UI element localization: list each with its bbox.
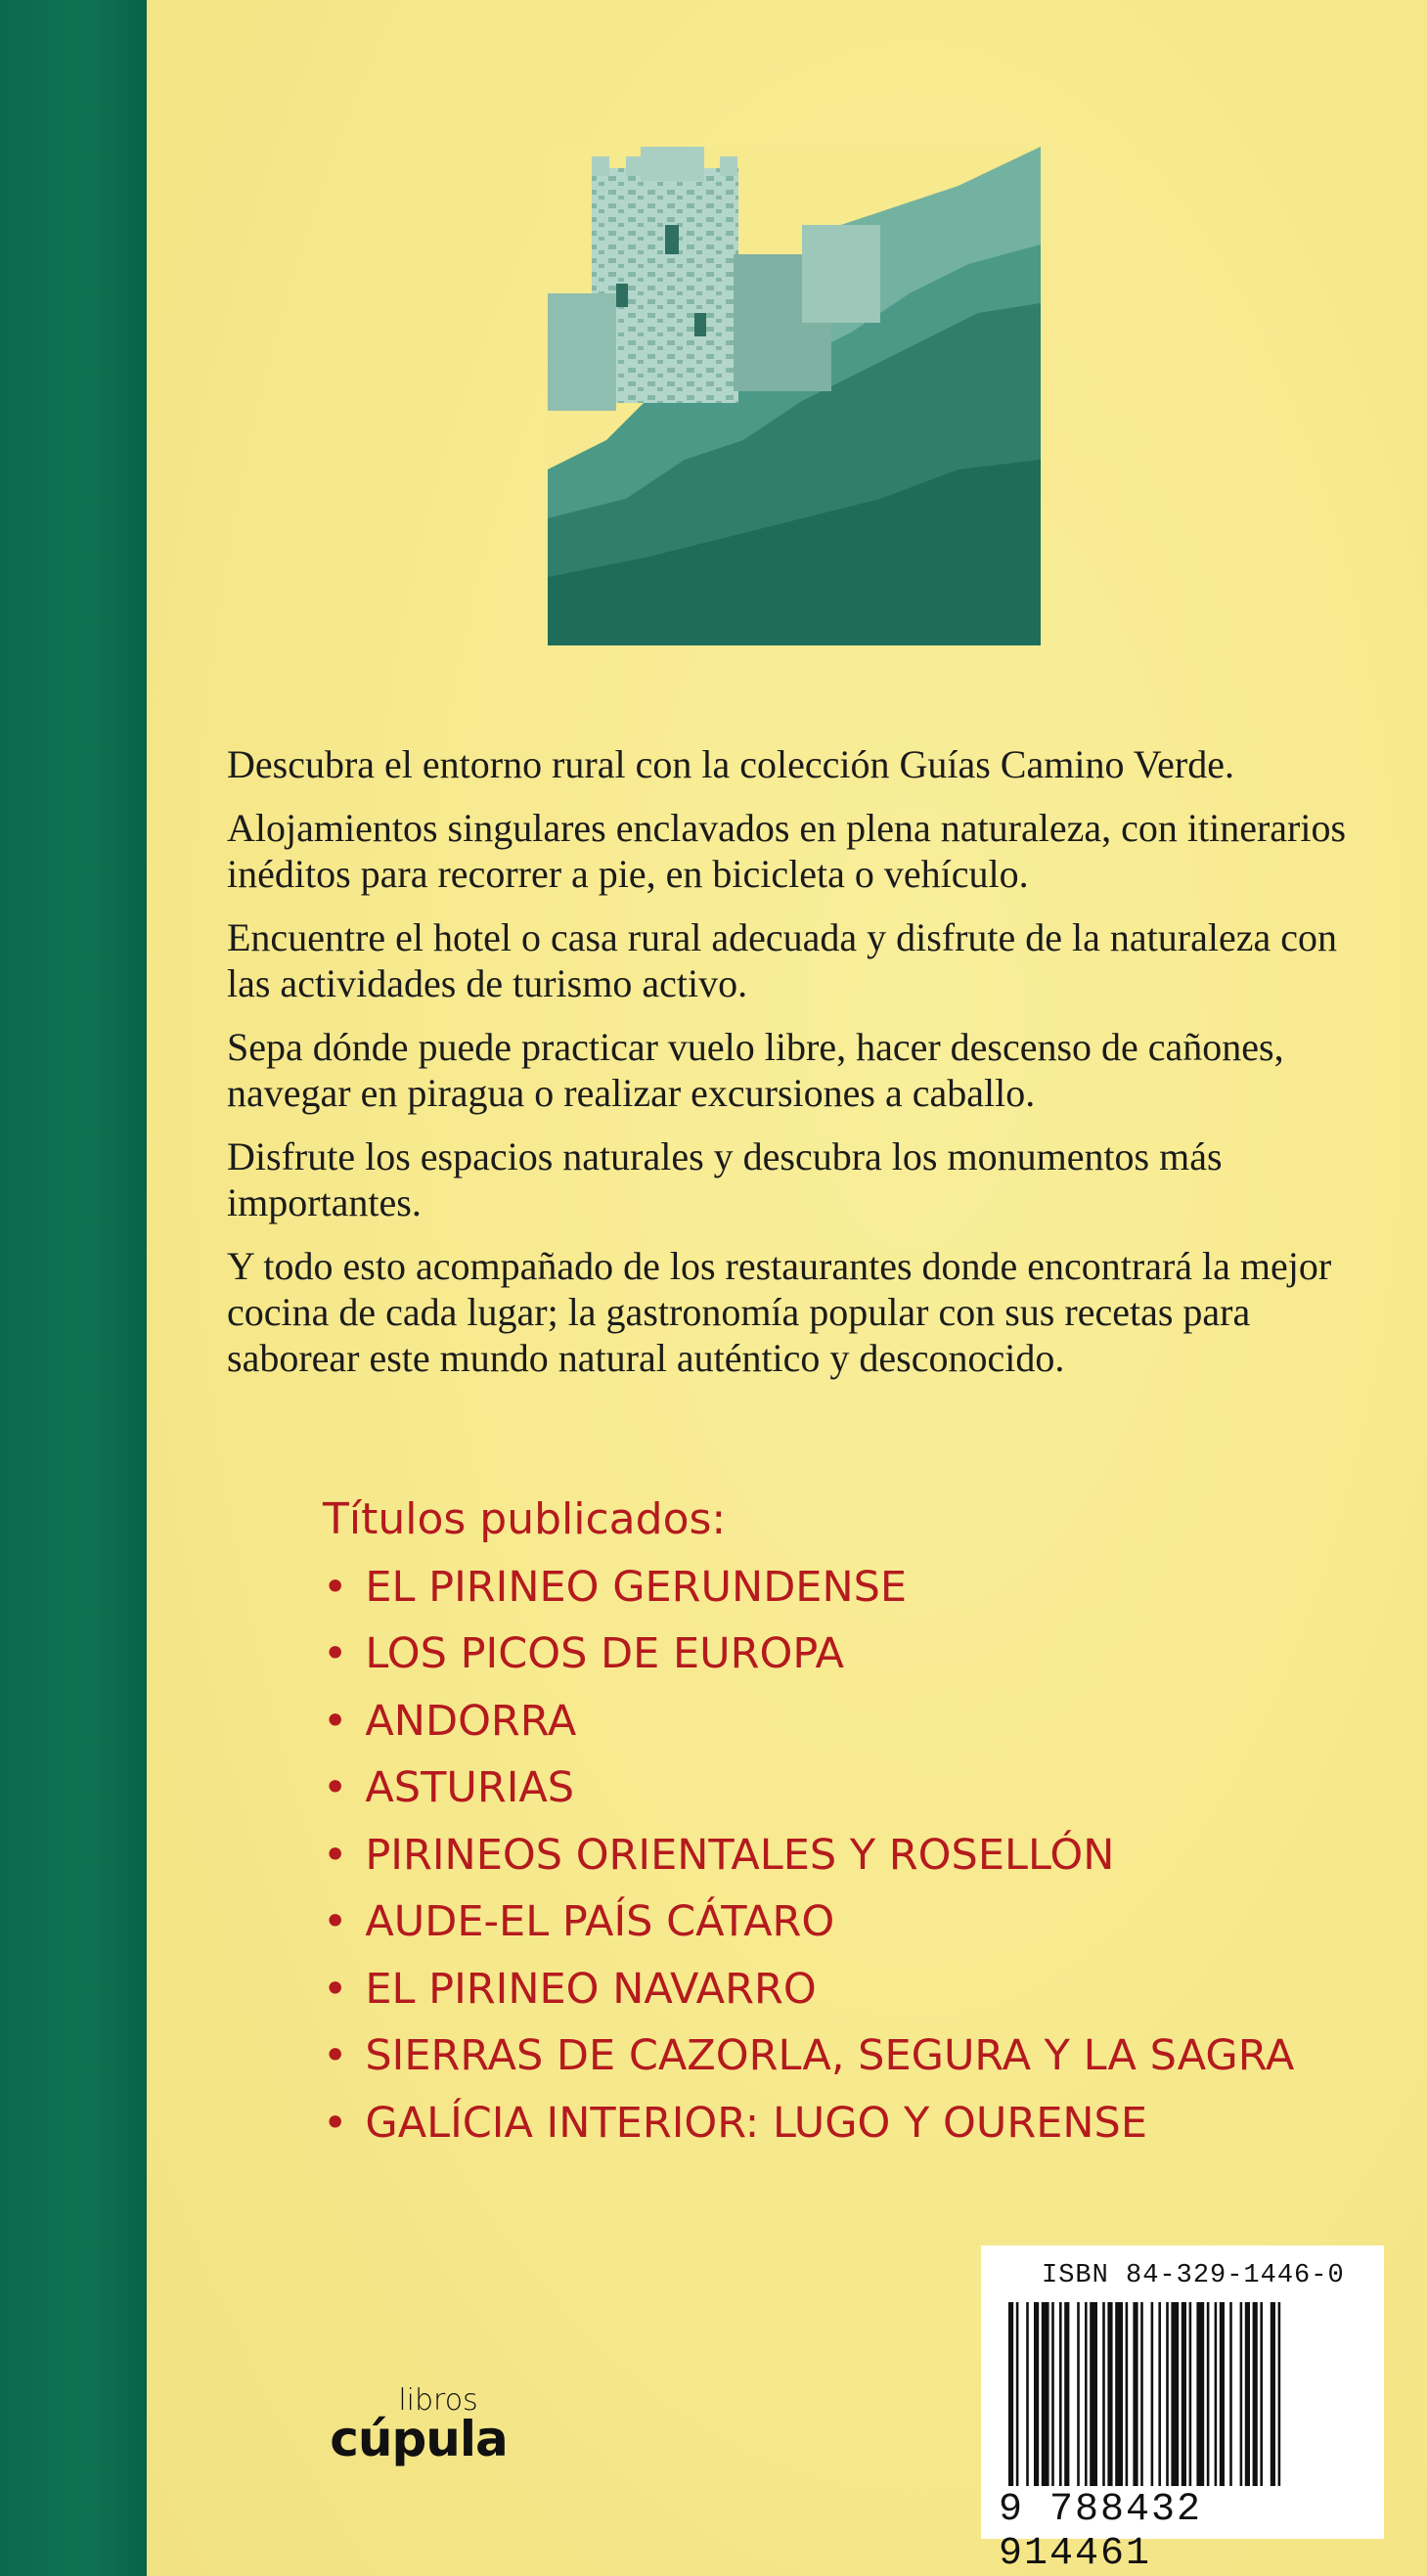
bullet-icon: • [323,1964,348,2014]
title-item [323,2090,1399,2157]
title-item [323,1621,1399,1688]
bullet-icon: • [323,1830,348,1880]
book-spine [0,0,147,2576]
title-item [323,1822,1399,1889]
description-paragraph: Disfrute los espacios naturales y descubra los monumentos más importantes. [227,1134,1223,1224]
barcode-icon [1004,2302,1366,2486]
bullet-icon: • [323,1562,348,1612]
title-item [323,1688,1399,1755]
titles-list [323,1554,1399,2157]
publisher-line1: libros [398,2383,478,2418]
title-label: EL PIRINEO NAVARRO [365,1964,817,2014]
publisher-line2: cúpula [330,2411,508,2467]
description-paragraph: Descubra el entorno rural con la colección Guías Camino Verde. [227,742,1234,786]
description-text [227,741,1381,1399]
barcode-label [981,2245,1384,2576]
castle-tower-photo [548,147,1041,645]
ean-number: 9 788432 914461 [999,2488,1203,2576]
title-item [323,2022,1399,2090]
titles-heading: Títulos publicados: [323,1494,727,1544]
published-titles [323,1487,1399,2156]
title-item [323,1956,1399,2023]
title-label: ANDORRA [365,1696,577,1746]
bullet-icon: • [323,1897,348,1946]
publisher-logo [321,2383,516,2467]
title-label: GALÍCIA INTERIOR: LUGO Y OURENSE [365,2098,1147,2148]
bullet-icon: • [323,2031,348,2080]
title-label: EL PIRINEO GERUNDENSE [365,1562,908,1612]
title-item [323,1888,1399,1956]
description-paragraph: Alojamientos singulares enclavados en plena naturaleza, con itinerarios inéditos para recorrer a pie, en bicicleta o vehículo. [227,806,1347,896]
title-label: PIRINEOS ORIENTALES Y ROSELLÓN [365,1830,1115,1880]
bullet-icon: • [323,1629,348,1678]
title-label: AUDE-EL PAÍS CÁTARO [365,1897,835,1946]
title-item [323,1554,1399,1621]
bullet-icon: • [323,2098,348,2148]
description-paragraph: Sepa dónde puede practicar vuelo libre, hacer descenso de cañones, navegar en piragua o realizar excursiones a caballo. [227,1025,1284,1115]
title-item [323,1754,1399,1822]
title-label: LOS PICOS DE EUROPA [365,1629,844,1678]
description-paragraph: Encuentre el hotel o casa rural adecuada y disfrute de la naturaleza con las actividades de turismo activo. [227,915,1337,1005]
bullet-icon: • [323,1763,348,1812]
title-label: SIERRAS DE CAZORLA, SEGURA Y LA SAGRA [365,2031,1295,2080]
isbn-number: ISBN 84-329-1446-0 [1042,2261,1345,2290]
bullet-icon: • [323,1696,348,1746]
description-paragraph: Y todo esto acompañado de los restaurantes donde encontrará la mejor cocina de cada lugar; la gastronomía popular con sus recetas para saborear este mundo natural auténtico y desconocido. [227,1244,1332,1380]
title-label: ASTURIAS [365,1763,575,1812]
